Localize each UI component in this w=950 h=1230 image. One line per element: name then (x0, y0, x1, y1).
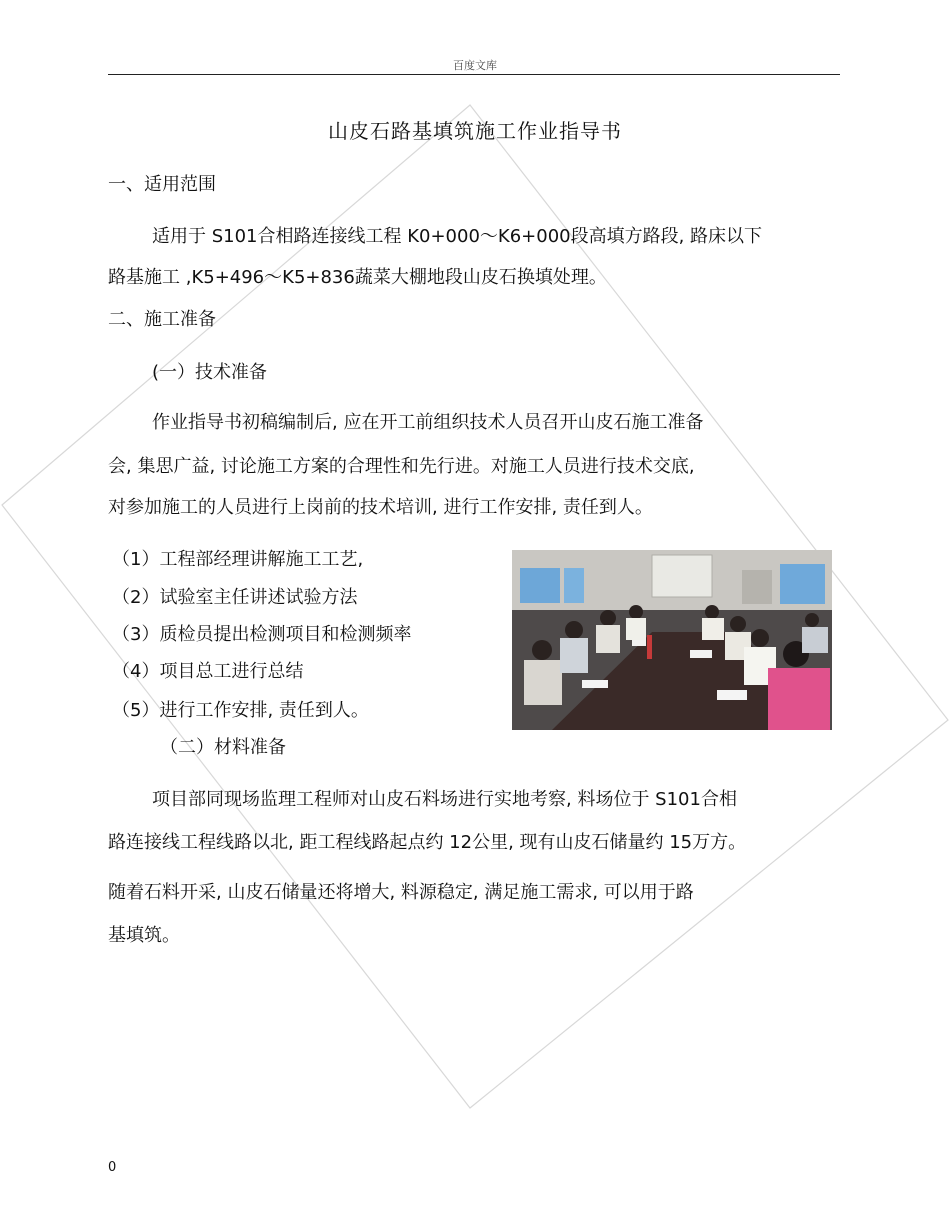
list-item: （2）试验室主任讲述试验方法 (112, 587, 358, 608)
scope-paragraph-line-1: 适用于 S101合相路连接线工程 K0+000～K6+000段高填方路段, 路床以下 (152, 226, 763, 247)
material-paragraph-line-3: 随着石料开采, 山皮石储量还将增大, 料源稳定, 满足施工需求, 可以用于路 (108, 882, 694, 903)
tech-paragraph-line-2: 会, 集思广益, 讨论施工方案的合理性和先行进。对施工人员进行技术交底, (108, 456, 695, 477)
subsection-material-heading: （二）材料准备 (160, 737, 286, 758)
tech-paragraph-line-3: 对参加施工的人员进行上岗前的技术培训, 进行工作安排, 责任到人。 (108, 497, 653, 518)
meeting-photo (512, 550, 832, 730)
meeting-photo-illustration (512, 550, 832, 730)
header-site-label: 百度文库 (453, 59, 497, 72)
header-divider (108, 74, 840, 75)
material-paragraph-line-4: 基填筑。 (108, 925, 180, 946)
list-item: （5）进行工作安排, 责任到人。 (112, 700, 369, 721)
subsection-tech-heading: (一）技术准备 (152, 362, 268, 383)
section-1-heading: 一、适用范围 (108, 174, 216, 195)
list-item: （1）工程部经理讲解施工工艺, (112, 549, 364, 570)
list-item: （4）项目总工进行总结 (112, 661, 304, 682)
tech-paragraph-line-1: 作业指导书初稿编制后, 应在开工前组织技术人员召开山皮石施工准备 (152, 412, 704, 433)
page-number: 0 (108, 1160, 117, 1175)
section-2-heading: 二、施工准备 (108, 309, 216, 330)
scope-paragraph-line-2: 路基施工 ,K5+496～K5+836蔬菜大棚地段山皮石换填处理。 (108, 267, 607, 288)
material-paragraph-line-1: 项目部同现场监理工程师对山皮石料场进行实地考察, 料场位于 S101合相 (152, 789, 737, 810)
material-paragraph-line-2: 路连接线工程线路以北, 距工程线路起点约 12公里, 现有山皮石储量约 15万方。 (108, 832, 747, 853)
list-item: （3）质检员提出检测项目和检测频率 (112, 624, 412, 645)
document-title: 山皮石路基填筑施工作业指导书 (328, 119, 622, 143)
